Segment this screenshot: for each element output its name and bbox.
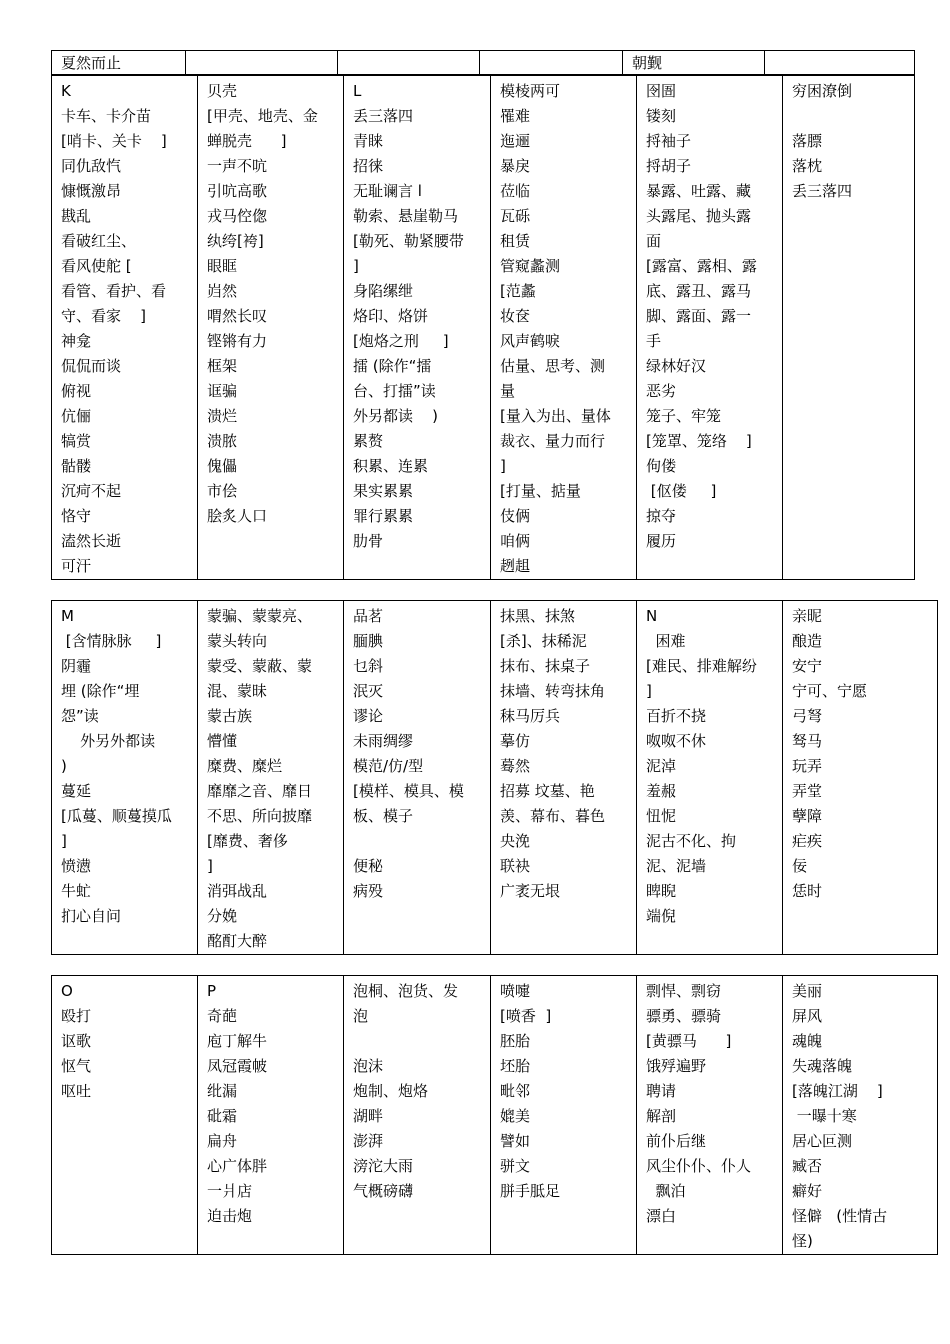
word-entry: 剽悍、剽窃	[646, 982, 722, 1000]
word-entry: 抹布、抹桌子	[500, 657, 591, 675]
word-entry: P	[207, 982, 217, 1000]
word-entry: 罪行累累	[353, 507, 414, 525]
word-entry: [量入为出、量体	[500, 407, 611, 425]
word-entry: 一爿店	[207, 1182, 253, 1200]
word-entry: 睥睨	[646, 882, 677, 900]
word-entry: 铿锵有力	[207, 332, 268, 350]
word-entry: [落魄江湖 ]	[792, 1082, 883, 1100]
word-entry: 面	[646, 232, 662, 250]
word-entry: 同仇敌忾	[61, 157, 122, 175]
word-entry: ]	[500, 457, 506, 475]
word-entry: [打量、掂量	[500, 482, 581, 500]
word-entry: 腼腆	[353, 632, 384, 650]
word-entry: 殴打	[61, 1007, 92, 1025]
word-entry: 消弭战乱	[207, 882, 268, 900]
word-column	[344, 76, 491, 580]
word-entry: 肋骨	[353, 532, 384, 550]
word-entry: 迤逦	[500, 132, 531, 150]
word-entry: 伉俪	[61, 407, 92, 425]
header-cell: 朝觐	[623, 51, 765, 75]
word-entry: 落枕	[792, 157, 823, 175]
word-entry: 蔓延	[61, 782, 92, 800]
word-entry: ]	[646, 682, 652, 700]
word-entry: 漂白	[646, 1207, 677, 1225]
header-cell	[480, 51, 623, 75]
word-entry: 泡	[353, 1007, 369, 1025]
word-entry: 心广体胖	[207, 1157, 268, 1175]
word-entry: 泥古不化、拘	[646, 832, 737, 850]
word-entry: 解剖	[646, 1107, 677, 1125]
word-entry: 累赘	[353, 432, 384, 450]
word-entry: 蒙头转向	[207, 632, 268, 650]
word-entry: 果实累累	[353, 482, 414, 500]
word-entry: 羡、幕布、暮色	[500, 807, 606, 825]
word-table-k-l	[51, 75, 915, 580]
word-entry: 一曝十寒	[792, 1107, 857, 1125]
word-entry: 犒赏	[61, 432, 92, 450]
word-entry: [难民、排难解纷	[646, 657, 757, 675]
word-entry: 穷困潦倒	[792, 82, 853, 100]
word-entry: 佞	[792, 857, 808, 875]
word-entry: K	[61, 82, 71, 100]
word-entry: 佝偻	[646, 457, 677, 475]
word-entry: 湖畔	[353, 1107, 384, 1125]
word-entry: 酿造	[792, 632, 823, 650]
word-entry: 招募 坟墓、艳	[500, 782, 595, 800]
word-entry: 烙印、烙饼	[353, 307, 429, 325]
word-entry: 镂刻	[646, 107, 677, 125]
word-entry: 骈文	[500, 1157, 531, 1175]
word-entry: 风尘仆仆、仆人	[646, 1157, 752, 1175]
word-entry: 泯灭	[353, 682, 384, 700]
word-entry: 呶呶不休	[646, 732, 707, 750]
word-entry: 骷髅	[61, 457, 92, 475]
word-entry: 泥、泥墙	[646, 857, 707, 875]
header-cell: 夏然而止	[52, 51, 186, 75]
word-entry	[353, 829, 486, 854]
word-entry: 傀儡	[207, 457, 238, 475]
word-entry: 安宁	[792, 657, 823, 675]
word-entry: 抹黑、抹煞	[500, 607, 576, 625]
word-entry: 癖好	[792, 1182, 823, 1200]
word-entry: 外另都读 )	[353, 407, 438, 425]
word-entry: 头露尾、抛头露	[646, 207, 752, 225]
word-entry: 扪心自问	[61, 907, 122, 925]
word-column	[344, 601, 491, 955]
word-entry: 引吭高歌	[207, 182, 268, 200]
header-cell	[765, 51, 915, 75]
word-entry: 便秘	[353, 857, 384, 875]
word-entry: 失魂落魄	[792, 1057, 853, 1075]
word-column	[491, 976, 637, 1255]
word-entry: 捋胡子	[646, 157, 692, 175]
word-entry: 擂 (除作“擂	[353, 357, 432, 375]
word-entry: 驽马	[792, 732, 823, 750]
word-entry: 怨”读	[61, 707, 99, 725]
word-entry: [伛偻 ]	[646, 482, 717, 500]
word-entry: 蝉脱壳 ]	[207, 132, 287, 150]
word-entry: 估量、思考、测	[500, 357, 606, 375]
word-entry	[792, 104, 910, 129]
word-entry: 看破红尘、	[61, 232, 137, 250]
word-entry: 讴歌	[61, 1032, 92, 1050]
word-entry: 炮制、炮烙	[353, 1082, 429, 1100]
word-column	[52, 976, 198, 1255]
word-entry: 丢三落四	[353, 107, 414, 125]
word-entry: 乜斜	[353, 657, 384, 675]
word-entry: 台、打擂”读	[353, 382, 436, 400]
word-entry: 手	[646, 332, 662, 350]
word-entry: 无耻谰言 l	[353, 182, 422, 200]
word-column	[637, 76, 783, 580]
word-entry: 勒索、悬崖勒马	[353, 207, 459, 225]
word-entry: 侃侃而谈	[61, 357, 122, 375]
word-entry: 诓骗	[207, 382, 238, 400]
word-entry: 羞赧	[646, 782, 677, 800]
word-entry: 莅临	[500, 182, 531, 200]
word-entry: 咱俩	[500, 532, 531, 550]
word-entry: 戡乱	[61, 207, 92, 225]
word-entry: 譬如	[500, 1132, 531, 1150]
word-entry: [含情脉脉 ]	[61, 632, 162, 650]
word-entry: 笼子、牢笼	[646, 407, 722, 425]
word-entry: 怪僻 (性情古	[792, 1207, 888, 1225]
word-entry: 贝壳	[207, 82, 238, 100]
word-entry: 蒙受、蒙蔽、蒙	[207, 657, 313, 675]
word-entry: 模范/仿/型	[353, 757, 424, 775]
word-entry: 胼手胝足	[500, 1182, 561, 1200]
word-column	[637, 976, 783, 1255]
word-entry: 市侩	[207, 482, 238, 500]
word-entry: 亲昵	[792, 607, 823, 625]
word-entry: 忸怩	[646, 807, 677, 825]
word-entry: )	[61, 757, 67, 775]
word-entry: 掠夺	[646, 507, 677, 525]
word-entry: 瓦砾	[500, 207, 531, 225]
word-entry: 蓦然	[500, 757, 531, 775]
word-entry: 看风使舵 [	[61, 257, 132, 275]
word-entry: 端倪	[646, 907, 677, 925]
word-entry: 俯视	[61, 382, 92, 400]
word-entry	[353, 1029, 486, 1054]
word-entry: 病殁	[353, 882, 384, 900]
word-entry: 联袂	[500, 857, 531, 875]
word-entry: 骠勇、骠骑	[646, 1007, 722, 1025]
word-entry: 纨绔[袴]	[207, 232, 264, 250]
word-entry: 泡桐、泡货、发	[353, 982, 459, 1000]
word-entry: 弄堂	[792, 782, 823, 800]
word-column	[637, 601, 783, 955]
header-cell	[186, 51, 338, 75]
word-entry: 扁舟	[207, 1132, 238, 1150]
word-entry: 积累、连累	[353, 457, 429, 475]
word-entry: 守、看家 ]	[61, 307, 146, 325]
word-entry: 阴霾	[61, 657, 92, 675]
word-entry: 喷嚏	[500, 982, 531, 1000]
word-entry: 暴戾	[500, 157, 531, 175]
word-table-m-n	[51, 600, 938, 955]
word-entry: 美丽	[792, 982, 823, 1000]
word-entry: 泥淖	[646, 757, 677, 775]
word-entry: 奇葩	[207, 1007, 238, 1025]
word-entry: 落膘	[792, 132, 823, 150]
word-entry: 孽障	[792, 807, 823, 825]
word-entry: 广袤无垠	[500, 882, 561, 900]
word-entry: 招徕	[353, 157, 384, 175]
word-entry: 气概磅礴	[353, 1182, 414, 1200]
word-entry: 管窥蠡测	[500, 257, 561, 275]
word-entry: 裁衣、量力而行	[500, 432, 606, 450]
word-table-o-p	[51, 975, 938, 1255]
word-entry: 糜费、糜烂	[207, 757, 283, 775]
word-column	[491, 76, 637, 580]
word-entry: 囹圄	[646, 82, 677, 100]
word-column	[52, 601, 198, 955]
word-column	[344, 976, 491, 1255]
word-entry: [喷香 ]	[500, 1007, 552, 1025]
word-entry: 埋 (除作“埋	[61, 682, 140, 700]
word-entry: 可汗	[61, 557, 92, 575]
word-entry: 妆奁	[500, 307, 531, 325]
word-entry: [甲壳、地壳、金	[207, 107, 318, 125]
word-entry: 伎俩	[500, 507, 531, 525]
word-entry: 品茗	[353, 607, 384, 625]
word-column	[783, 601, 938, 955]
word-entry: 看管、看护、看	[61, 282, 167, 300]
header-cell	[338, 51, 480, 75]
word-entry: [炮烙之刑 ]	[353, 332, 449, 350]
word-entry: [勒死、勒紧腰带	[353, 232, 464, 250]
word-entry: 飘泊	[646, 1182, 686, 1200]
word-entry: 丢三落四	[792, 182, 853, 200]
word-entry: 酩酊大醉	[207, 932, 268, 950]
word-entry: 沉疴不起	[61, 482, 122, 500]
word-column	[783, 976, 938, 1255]
word-entry: 眼眶	[207, 257, 238, 275]
word-column	[491, 601, 637, 955]
word-entry: 风声鹤唳	[500, 332, 561, 350]
word-entry: 分娩	[207, 907, 238, 925]
word-column	[198, 976, 344, 1255]
word-entry: 前仆后继	[646, 1132, 707, 1150]
word-entry: 玩弄	[792, 757, 823, 775]
word-entry: 岿然	[207, 282, 238, 300]
word-entry: 蒙骗、蒙蒙亮、	[207, 607, 313, 625]
word-entry: L	[353, 82, 362, 100]
word-entry: 趔趄	[500, 557, 531, 575]
word-entry: 蒙古族	[207, 707, 253, 725]
word-entry: 喟然长叹	[207, 307, 268, 325]
header-table	[51, 50, 915, 75]
word-entry: 戎马倥偬	[207, 207, 268, 225]
word-entry: 慷慨激昂	[61, 182, 122, 200]
word-entry: 胚胎	[500, 1032, 531, 1050]
word-entry: 滂沱大雨	[353, 1157, 414, 1175]
word-entry: 捋袖子	[646, 132, 692, 150]
word-entry: 混、蒙昧	[207, 682, 268, 700]
word-entry: 弓弩	[792, 707, 823, 725]
word-column	[52, 76, 198, 580]
word-entry: 愤懑	[61, 857, 92, 875]
word-entry: 靡靡之音、靡日	[207, 782, 313, 800]
word-entry: 呕吐	[61, 1082, 92, 1100]
word-entry: 底、露丑、露马	[646, 282, 752, 300]
word-entry: 牛虻	[61, 882, 92, 900]
word-entry: 罹难	[500, 107, 531, 125]
word-entry: 砒霜	[207, 1107, 238, 1125]
word-entry: [范蠡	[500, 282, 536, 300]
word-entry: 恶劣	[646, 382, 677, 400]
word-entry: 租赁	[500, 232, 531, 250]
word-entry: 百折不挠	[646, 707, 707, 725]
word-entry: 溃脓	[207, 432, 238, 450]
word-entry: O	[61, 982, 73, 1000]
word-entry: 不思、所向披靡	[207, 807, 313, 825]
word-entry: 模棱两可	[500, 82, 561, 100]
word-entry: 魂魄	[792, 1032, 823, 1050]
word-entry: 恁时	[792, 882, 823, 900]
word-entry: 未雨绸缪	[353, 732, 414, 750]
word-column	[198, 601, 344, 955]
word-entry: M	[61, 607, 74, 625]
word-entry: 谬论	[353, 707, 384, 725]
word-entry: 坯胎	[500, 1057, 531, 1075]
word-entry: [杀]、抹稀泥	[500, 632, 587, 650]
word-entry: 屏风	[792, 1007, 823, 1025]
word-entry: 身陷缧绁	[353, 282, 414, 300]
word-entry: [瓜蔓、顺蔓摸瓜	[61, 807, 172, 825]
word-entry: 臧否	[792, 1157, 823, 1175]
word-entry: 履历	[646, 532, 677, 550]
word-entry: 青睐	[353, 132, 384, 150]
word-entry: [露富、露相、露	[646, 257, 757, 275]
word-entry: 秣马厉兵	[500, 707, 561, 725]
word-entry: 困难	[646, 632, 686, 650]
word-entry: 摹仿	[500, 732, 531, 750]
word-entry: 一声不吭	[207, 157, 268, 175]
word-entry: 央浼	[500, 832, 531, 850]
word-entry: 泡沫	[353, 1057, 384, 1075]
word-entry: 凤冠霞帔	[207, 1057, 268, 1075]
word-entry: 卡车、卡介苗	[61, 107, 152, 125]
word-entry: ]	[207, 857, 213, 875]
word-entry: 疟疾	[792, 832, 823, 850]
word-entry: 饿殍遍野	[646, 1057, 707, 1075]
word-entry: 神龛	[61, 332, 92, 350]
word-entry: 宁可、宁愿	[792, 682, 868, 700]
word-entry: 媲美	[500, 1107, 531, 1125]
header-row	[52, 51, 915, 75]
word-entry: [模样、模具、模	[353, 782, 464, 800]
word-entry: 毗邻	[500, 1082, 531, 1100]
word-entry: 澎湃	[353, 1132, 384, 1150]
word-entry: 框架	[207, 357, 238, 375]
word-entry: 脚、露面、露一	[646, 307, 752, 325]
word-entry: [笼罩、笼络 ]	[646, 432, 752, 450]
word-entry: 溘然长逝	[61, 532, 122, 550]
word-entry: [黄骠马 ]	[646, 1032, 732, 1050]
word-entry: [哨卡、关卡 ]	[61, 132, 167, 150]
word-entry: ]	[353, 257, 359, 275]
word-column	[198, 76, 344, 580]
word-entry: 纰漏	[207, 1082, 238, 1100]
word-entry: 暴露、吐露、藏	[646, 182, 752, 200]
word-entry: 板、模子	[353, 807, 414, 825]
word-entry: 恪守	[61, 507, 92, 525]
word-entry: 怪)	[792, 1232, 813, 1250]
word-entry: 溃烂	[207, 407, 238, 425]
word-entry: 庖丁解牛	[207, 1032, 268, 1050]
word-column	[783, 76, 915, 580]
word-entry: 聘请	[646, 1082, 677, 1100]
word-entry: 懵懂	[207, 732, 238, 750]
word-entry: ]	[61, 832, 67, 850]
word-entry: 量	[500, 382, 516, 400]
word-entry: 绿林好汉	[646, 357, 707, 375]
word-entry: 怄气	[61, 1057, 92, 1075]
word-entry: 脍炙人口	[207, 507, 268, 525]
word-entry: 外另外都读	[61, 732, 156, 750]
word-entry: [靡费、奢侈	[207, 832, 288, 850]
word-entry: 居心叵测	[792, 1132, 853, 1150]
word-entry: N	[646, 607, 658, 625]
word-entry: 迫击炮	[207, 1207, 253, 1225]
word-entry: 抹墙、转弯抹角	[500, 682, 606, 700]
